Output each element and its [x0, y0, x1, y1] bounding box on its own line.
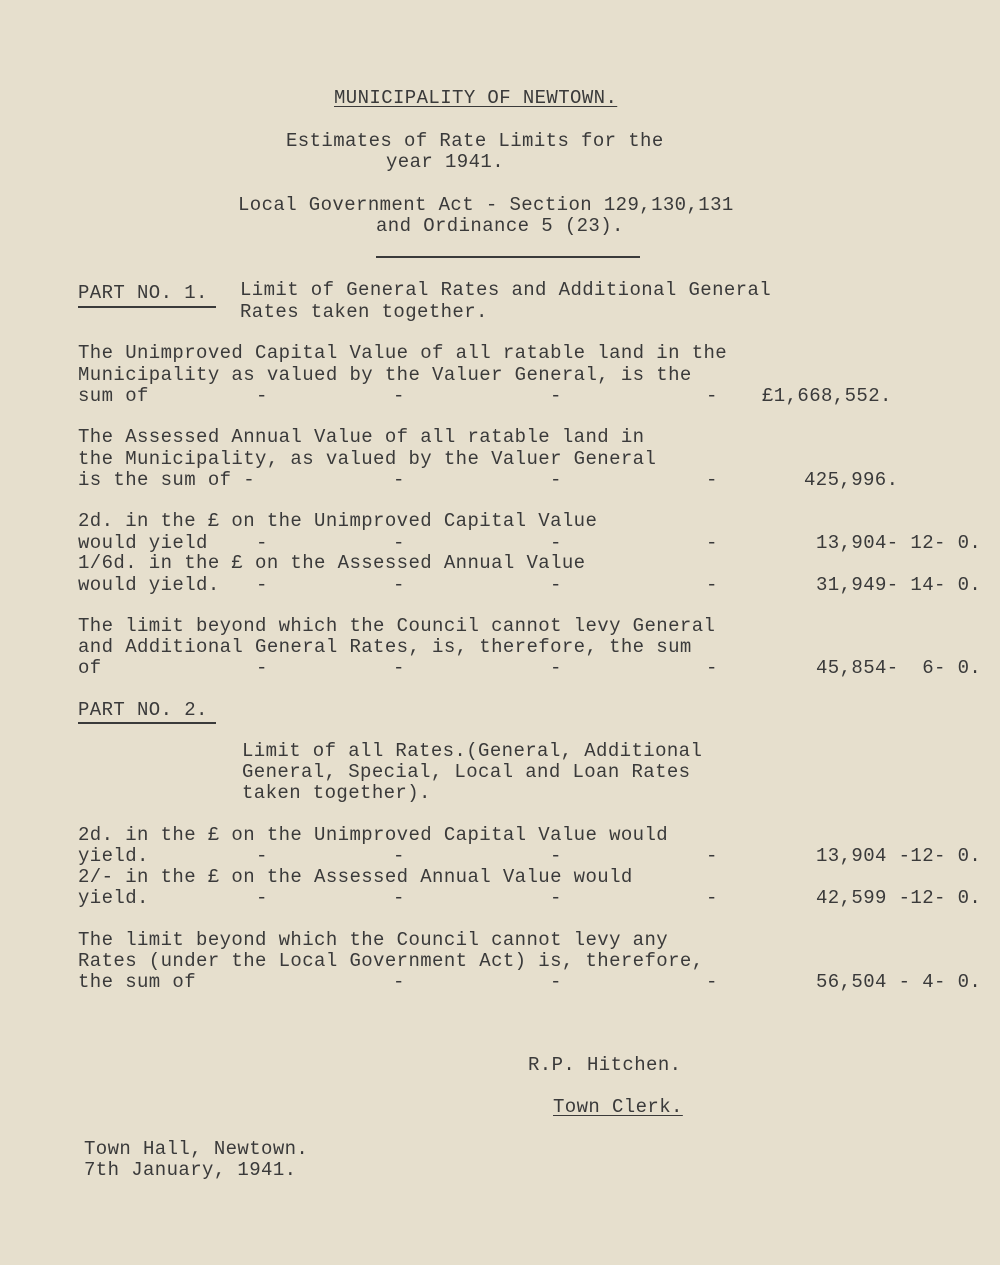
leader-dash: - — [706, 657, 718, 679]
leader-dash: - — [393, 887, 405, 909]
leader-dash: - — [256, 845, 268, 867]
part1-limit-amount: 45,854- 6- 0. — [816, 657, 982, 679]
part2-rate2-line-1: 2/- in the £ on the Assessed Annual Value would — [78, 866, 633, 888]
part1-label: PART NO. 1. — [78, 282, 208, 304]
leader-dash: - — [706, 385, 718, 407]
part2-rate1-line-2: yield. — [78, 845, 149, 867]
leader-dash: - — [256, 887, 268, 909]
leader-dash: - — [393, 657, 405, 679]
part2-limit-line-2: Rates (under the Local Government Act) is, therefore, — [78, 950, 704, 972]
leader-dash: - — [550, 532, 562, 554]
leader-dash: - — [706, 845, 718, 867]
part2-rate1-line-1: 2d. in the £ on the Unimproved Capital Value would — [78, 824, 669, 846]
part1-aav-amount: 425,996. — [804, 469, 899, 491]
part2-label: PART NO. 2. — [78, 699, 208, 721]
part1-limit-line-1: The limit beyond which the Council cannot levy General — [78, 615, 716, 637]
signatory-title: Town Clerk. — [553, 1096, 683, 1118]
leader-dash: - — [393, 971, 405, 993]
leader-dash: - — [550, 971, 562, 993]
leader-dash: - — [550, 657, 562, 679]
part2-limit-line-3: the sum of — [78, 971, 197, 993]
part2-rate2-amount: 42,599 -12- 0. — [816, 887, 982, 909]
part1-aav-line-3: is the sum of - — [78, 469, 256, 491]
leader-dash: - — [706, 887, 718, 909]
part2-limit-amount: 56,504 - 4- 0. — [816, 971, 982, 993]
leader-dash: - — [393, 469, 405, 491]
part1-label-underline — [78, 306, 216, 308]
part1-ucv-line-3: sum of — [78, 385, 149, 407]
part2-rate2-line-2: yield. — [78, 887, 149, 909]
leader-dash: - — [393, 385, 405, 407]
part1-ucv-line-2: Municipality as valued by the Valuer General, is the — [78, 364, 692, 386]
part1-rate1-line-1: 2d. in the £ on the Unimproved Capital Value — [78, 510, 598, 532]
header-divider — [376, 256, 640, 258]
part1-rate2-amount: 31,949- 14- 0. — [816, 574, 982, 596]
subtitle-line-1: Estimates of Rate Limits for the — [286, 130, 664, 152]
footer-place: Town Hall, Newtown. — [84, 1138, 309, 1160]
part2-rate1-amount: 13,904 -12- 0. — [816, 845, 982, 867]
part1-rate2-line-1: 1/6d. in the £ on the Assessed Annual Value — [78, 552, 586, 574]
leader-dash: - — [256, 532, 268, 554]
act-line-1: Local Government Act - Section 129,130,131 — [238, 194, 734, 216]
part1-limit-line-3: of — [78, 657, 102, 679]
leader-dash: - — [550, 385, 562, 407]
part1-heading-line-2: Rates taken together. — [240, 301, 488, 323]
leader-dash: - — [393, 532, 405, 554]
part2-heading-line-1: Limit of all Rates.(General, Additional — [242, 740, 703, 762]
part2-label-underline — [78, 722, 216, 724]
footer-date: 7th January, 1941. — [84, 1159, 297, 1181]
leader-dash: - — [706, 469, 718, 491]
part2-limit-line-1: The limit beyond which the Council cannot levy any — [78, 929, 669, 951]
part2-heading-line-2: General, Special, Local and Loan Rates — [242, 761, 691, 783]
leader-dash: - — [550, 574, 562, 596]
leader-dash: - — [393, 574, 405, 596]
leader-dash: - — [706, 532, 718, 554]
document-title: MUNICIPALITY OF NEWTOWN. — [334, 87, 618, 109]
part1-rate1-line-2: would yield — [78, 532, 208, 554]
signatory-name: R.P. Hitchen. — [528, 1054, 682, 1076]
leader-dash: - — [706, 574, 718, 596]
part1-heading-line-1: Limit of General Rates and Additional General — [240, 279, 772, 301]
leader-dash: - — [256, 657, 268, 679]
leader-dash: - — [706, 971, 718, 993]
leader-dash: - — [256, 574, 268, 596]
part1-aav-line-2: the Municipality, as valued by the Valuer General — [78, 448, 657, 470]
part1-limit-line-2: and Additional General Rates, is, therefore, the sum — [78, 636, 692, 658]
leader-dash: - — [550, 887, 562, 909]
part1-rate1-amount: 13,904- 12- 0. — [816, 532, 982, 554]
part2-heading-line-3: taken together). — [242, 782, 431, 804]
leader-dash: - — [393, 845, 405, 867]
subtitle-line-2: year 1941. — [386, 151, 505, 173]
part1-ucv-amount: £1,668,552. — [762, 385, 892, 407]
leader-dash: - — [550, 469, 562, 491]
part1-aav-line-1: The Assessed Annual Value of all ratable land in — [78, 426, 645, 448]
part1-ucv-line-1: The Unimproved Capital Value of all ratable land in the — [78, 342, 728, 364]
act-line-2: and Ordinance 5 (23). — [376, 215, 624, 237]
leader-dash: - — [256, 385, 268, 407]
part1-rate2-line-2: would yield. — [78, 574, 220, 596]
leader-dash: - — [550, 845, 562, 867]
